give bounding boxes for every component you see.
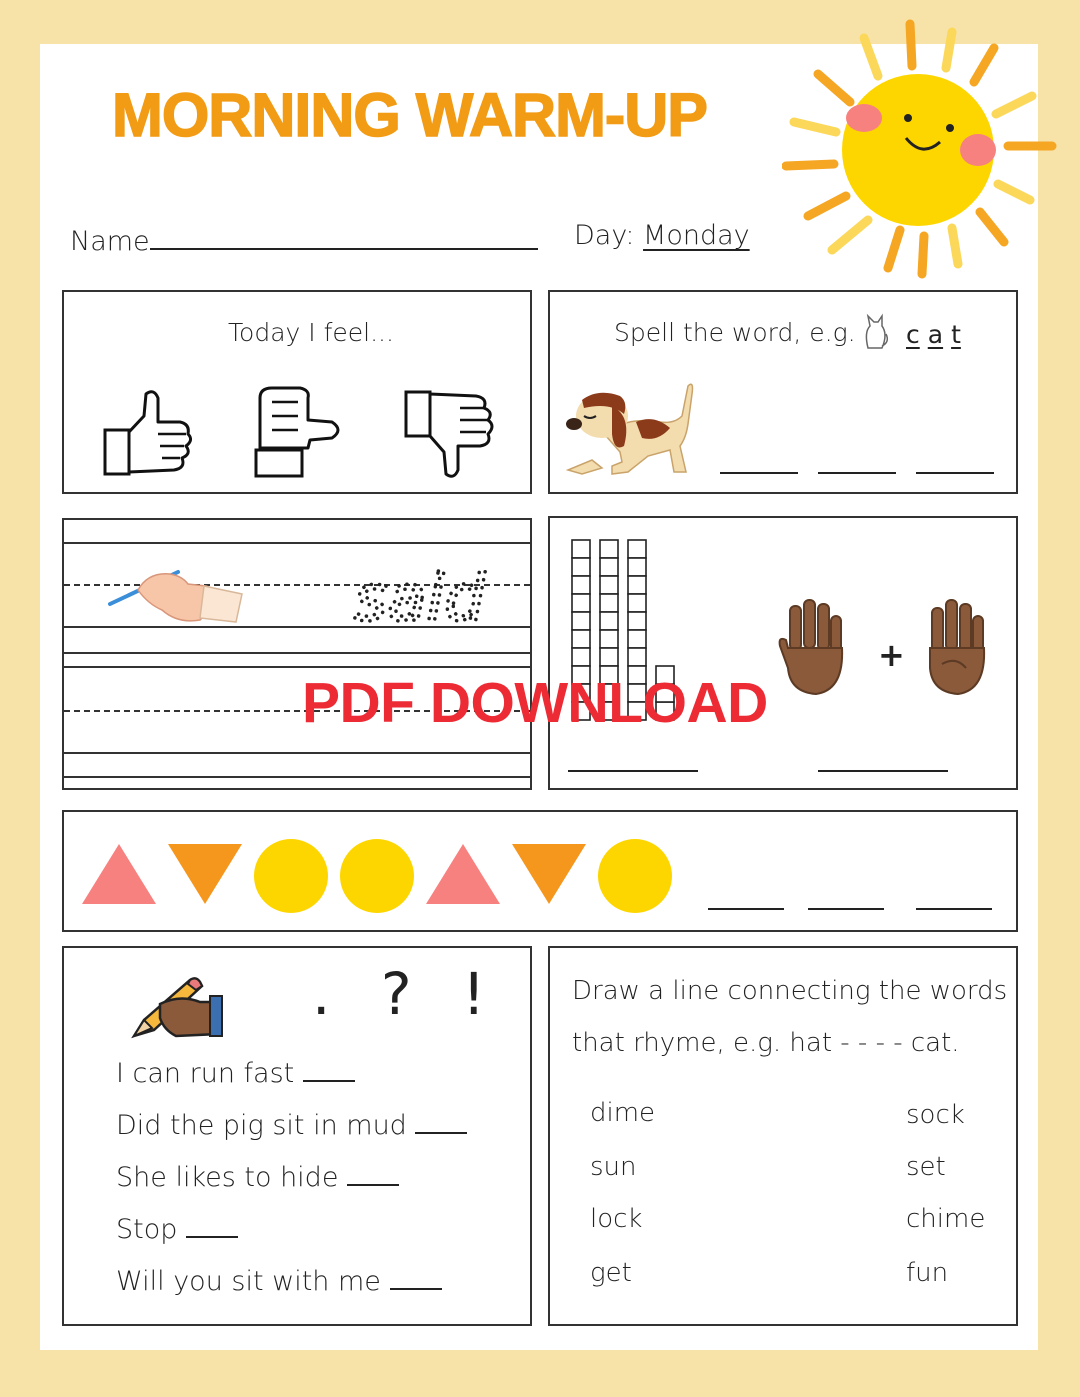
feel-title: Today I feel... bbox=[228, 318, 394, 347]
sentence-text: Did the pig sit in mud bbox=[116, 1110, 407, 1141]
rhyme-word-right[interactable]: set bbox=[906, 1152, 946, 1182]
spell-blank[interactable] bbox=[818, 472, 896, 474]
sentence-text: She likes to hide bbox=[116, 1162, 339, 1193]
math-operator: + bbox=[878, 636, 905, 674]
spell-blank[interactable] bbox=[916, 472, 994, 474]
pdf-download-watermark: PDF DOWNLOAD bbox=[302, 671, 768, 735]
hand-five-icon bbox=[778, 598, 848, 698]
pattern-blank[interactable] bbox=[708, 908, 784, 910]
rhyme-instruction: Draw a line connecting the words bbox=[572, 976, 1008, 1006]
thumbs-up-icon[interactable] bbox=[102, 388, 196, 478]
name-field[interactable] bbox=[70, 226, 538, 257]
pattern-triangle-down bbox=[512, 844, 586, 904]
spell-blank[interactable] bbox=[720, 472, 798, 474]
sentence-row[interactable] bbox=[116, 1058, 355, 1089]
hand-four-icon bbox=[922, 598, 992, 698]
name-label: Name bbox=[70, 226, 150, 257]
writing-line bbox=[64, 752, 530, 754]
writing-line bbox=[64, 652, 530, 654]
sentence-row[interactable] bbox=[116, 1110, 467, 1141]
pattern-triangle-down bbox=[168, 844, 242, 904]
day-field bbox=[574, 220, 756, 251]
pattern-circle bbox=[254, 839, 328, 913]
rhyme-word-left[interactable]: sun bbox=[590, 1152, 637, 1182]
rhyme-word-right[interactable]: chime bbox=[906, 1204, 986, 1234]
feel-box bbox=[62, 290, 532, 494]
writing-hand-icon bbox=[108, 560, 248, 626]
math-box bbox=[548, 516, 1018, 790]
punctuation-box bbox=[62, 946, 532, 1326]
pencil-hand-icon bbox=[130, 974, 224, 1040]
pattern-triangle-up bbox=[82, 844, 156, 904]
spell-example-letter: c bbox=[906, 320, 920, 349]
rhyme-instruction: that rhyme, e.g. hat - - - - cat. bbox=[572, 1028, 960, 1058]
trace-word-text: said bbox=[354, 562, 485, 626]
cat-icon bbox=[860, 312, 890, 352]
thumbs-down-icon[interactable] bbox=[402, 388, 498, 482]
rhyme-word-left[interactable]: dime bbox=[590, 1098, 656, 1128]
spell-example-letter: t bbox=[951, 320, 961, 349]
trace-word-said[interactable] bbox=[350, 542, 500, 626]
sentence-text: I can run fast bbox=[116, 1058, 295, 1089]
pattern-box bbox=[62, 810, 1018, 932]
sentence-row[interactable] bbox=[116, 1162, 399, 1193]
spell-example bbox=[906, 320, 961, 349]
spell-title: Spell the word, e.g. bbox=[614, 318, 856, 347]
day-value: Monday bbox=[643, 220, 750, 251]
sentence-row[interactable] bbox=[116, 1214, 238, 1245]
math-answer-blank[interactable] bbox=[568, 770, 698, 772]
rhyme-word-left[interactable]: get bbox=[590, 1258, 632, 1288]
sentence-text: Will you sit with me bbox=[116, 1266, 381, 1297]
pattern-blank[interactable] bbox=[808, 908, 884, 910]
dog-picture bbox=[562, 376, 702, 478]
page-title: MORNING WARM-UP bbox=[112, 81, 707, 149]
rhyme-word-right[interactable]: fun bbox=[906, 1258, 949, 1288]
writing-line bbox=[64, 666, 530, 668]
pattern-circle bbox=[598, 839, 672, 913]
pattern-triangle-up bbox=[426, 844, 500, 904]
handwriting-box bbox=[62, 518, 532, 790]
name-line[interactable] bbox=[150, 226, 538, 250]
writing-line bbox=[64, 626, 530, 628]
sun-icon bbox=[782, 18, 1060, 282]
punctuation-marks: . ? ! bbox=[312, 960, 502, 1028]
rhyme-word-left[interactable]: lock bbox=[590, 1204, 643, 1234]
spell-box bbox=[548, 290, 1018, 494]
thumbs-sideways-icon[interactable] bbox=[252, 384, 342, 480]
pattern-blank[interactable] bbox=[916, 908, 992, 910]
sentence-text: Stop bbox=[116, 1214, 178, 1245]
math-answer-blank[interactable] bbox=[818, 770, 948, 772]
sentence-row[interactable] bbox=[116, 1266, 442, 1297]
pattern-shapes bbox=[82, 838, 682, 914]
rhyme-box bbox=[548, 946, 1018, 1326]
spell-example-letter: a bbox=[927, 320, 944, 349]
writing-line bbox=[64, 776, 530, 778]
rhyme-word-right[interactable]: sock bbox=[906, 1100, 965, 1130]
pattern-circle bbox=[340, 839, 414, 913]
day-label: Day: bbox=[574, 220, 635, 251]
